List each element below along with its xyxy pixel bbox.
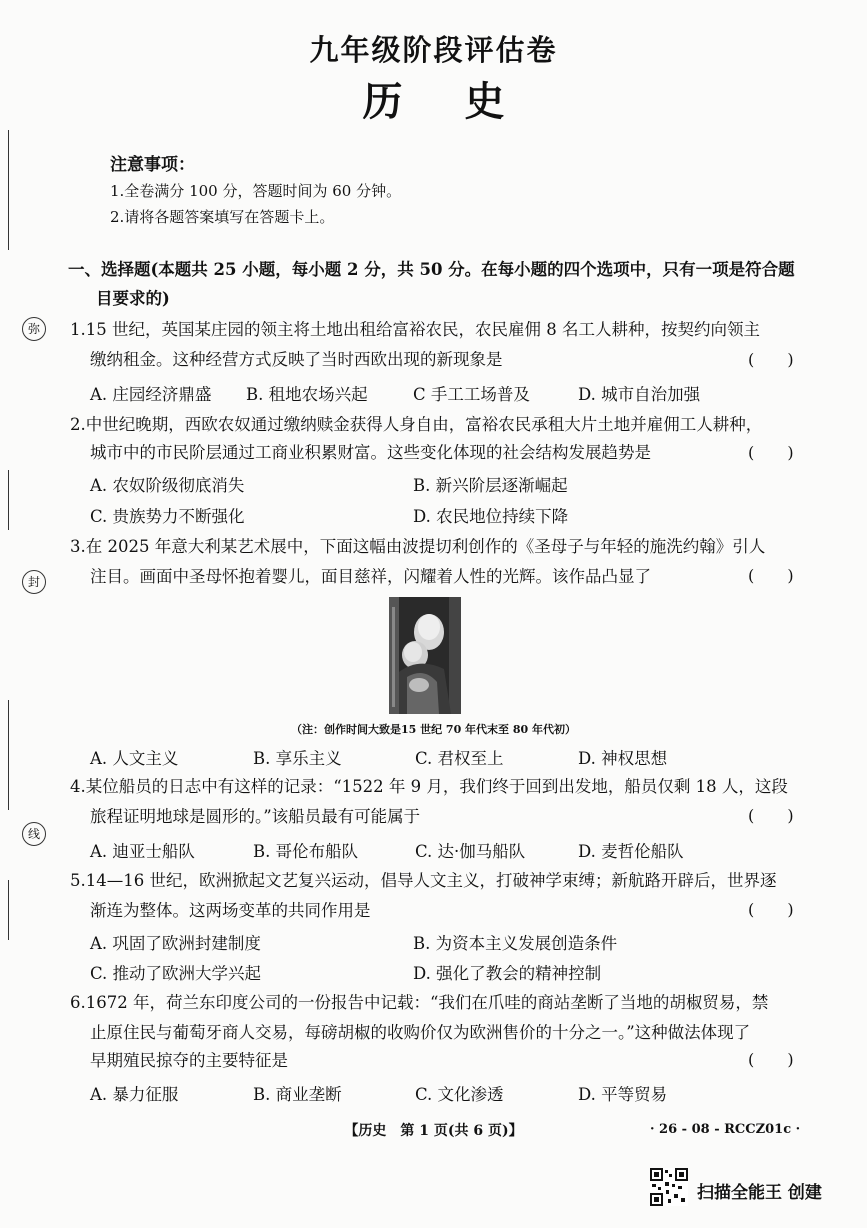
question-6-line: 早期殖民掠夺的主要特征是	[90, 1051, 288, 1070]
answer-blank: ( )	[748, 806, 808, 825]
binding-line	[8, 700, 9, 810]
question-4-option-a: A. 迪亚士船队	[90, 842, 195, 861]
question-6-option-a: A. 暴力征服	[90, 1085, 179, 1104]
section-heading: 一、选择题(本题共 25 小题，每小题 2 分，共 50 分。在每小题的四个选项中，只有一项是符合题	[68, 260, 795, 279]
question-3-option-b: B. 享乐主义	[253, 749, 342, 768]
question-2-option-b: B. 新兴阶层逐渐崛起	[413, 476, 568, 495]
answer-blank: ( )	[748, 1050, 808, 1069]
question-1-line: 1.15 世纪，英国某庄园的领主将土地出租给富裕农民，农民雇佣 8 名工人耕种，按契约向领主	[70, 320, 760, 339]
question-4-option-b: B. 哥伦布船队	[253, 842, 359, 861]
note-item: 1.全卷满分 100 分，答题时间为 60 分钟。	[110, 182, 402, 200]
section-heading-cont: 目要求的)	[96, 289, 170, 308]
exam-title: 九年级阶段评估卷	[309, 33, 558, 67]
seal-label-feng: 封	[22, 570, 46, 594]
question-1-line: 缴纳租金。这种经营方式反映了当时西欧出现的新现象是	[90, 350, 503, 369]
madonna-painting-image	[389, 597, 461, 714]
question-5-line: 渐连为整体。这两场变革的共同作用是	[90, 901, 371, 920]
painting-caption: （注：创作时间大致是15 世纪 70 年代末至 80 年代初）	[290, 723, 577, 736]
answer-blank: ( )	[748, 900, 808, 919]
binding-line	[8, 470, 9, 530]
answer-blank: ( )	[748, 566, 808, 585]
page-footer: 【历史 第 1 页(共 6 页)】	[344, 1123, 523, 1139]
answer-blank: ( )	[748, 350, 808, 369]
note-item: 2.请将各题答案填写在答题卡上。	[110, 208, 335, 226]
question-2-option-c: C. 贵族势力不断强化	[90, 507, 245, 526]
question-6-line: 6.1672 年，荷兰东印度公司的一份报告中记载：“我们在爪哇的商站垄断了当地的胡椒贸易，禁	[70, 993, 769, 1012]
question-6-line: 止原住民与葡萄牙商人交易，每磅胡椒的收购价仅为欧洲售价的十分之一。”这种做法体现了	[90, 1023, 751, 1042]
seal-label-mi: 弥	[22, 317, 46, 341]
question-5-option-d: D. 强化了教会的精神控制	[413, 964, 602, 983]
subject-title: 历 史	[362, 78, 505, 125]
question-1-option-d: D. 城市自治加强	[578, 385, 701, 404]
question-3-option-d: D. 神权思想	[578, 749, 668, 768]
scanner-watermark: 扫描全能王 创建	[697, 1183, 822, 1203]
binding-line	[8, 880, 9, 940]
question-3-option-c: C. 君权至上	[415, 749, 504, 768]
question-5-line: 5.14—16 世纪，欧洲掀起文艺复兴运动，倡导人文主义，打破神学束缚；新航路开辟后，世界逐	[70, 871, 777, 890]
question-6-option-d: D. 平等贸易	[578, 1085, 668, 1104]
question-1-option-a: A. 庄园经济鼎盛	[90, 385, 212, 404]
question-6-option-b: B. 商业垄断	[253, 1085, 342, 1104]
question-4-option-d: D. 麦哲伦船队	[578, 842, 684, 861]
notes-heading: 注意事项：	[110, 155, 195, 175]
question-4-line: 旅程证明地球是圆形的。”该船员最有可能属于	[90, 807, 421, 826]
question-3-option-a: A. 人文主义	[90, 749, 179, 768]
answer-blank: ( )	[748, 443, 808, 462]
binding-line	[8, 130, 9, 250]
question-2-option-a: A. 农奴阶级彻底消失	[90, 476, 245, 495]
question-5-option-c: C. 推动了欧洲大学兴起	[90, 964, 262, 983]
seal-label-xian: 线	[22, 822, 46, 846]
qr-code-icon	[650, 1168, 688, 1206]
question-6-option-c: C. 文化渗透	[415, 1085, 504, 1104]
question-5-option-a: A. 巩固了欧洲封建制度	[90, 934, 261, 953]
question-4-option-c: C. 达·伽马船队	[415, 842, 526, 861]
paper-code: · 26 - 08 - RCCZ01c ·	[650, 1122, 801, 1137]
question-1-option-c: C 手工工场普及	[413, 385, 530, 404]
question-2-line: 城市中的市民阶层通过工商业积累财富。这些变化体现的社会结构发展趋势是	[90, 443, 651, 462]
question-5-option-b: B. 为资本主义发展创造条件	[413, 934, 618, 953]
question-2-line: 2.中世纪晚期，西欧农奴通过缴纳赎金获得人身自由，富裕农民承租大片土地并雇佣工人耕种，	[70, 415, 763, 434]
question-2-option-d: D. 农民地位持续下降	[413, 507, 569, 526]
question-3-line: 注目。画面中圣母怀抱着婴儿，面目慈祥，闪耀着人性的光辉。该作品凸显了	[90, 567, 651, 586]
question-4-line: 4.某位船员的日志中有这样的记录：“1522 年 9 月，我们终于回到出发地，船员仅剩 18 人，这段	[70, 777, 788, 796]
question-1-option-b: B. 租地农场兴起	[246, 385, 368, 404]
question-3-line: 3.在 2025 年意大利某艺术展中，下面这幅由波提切利创作的《圣母子与年轻的施洗约翰》引人	[70, 537, 766, 556]
